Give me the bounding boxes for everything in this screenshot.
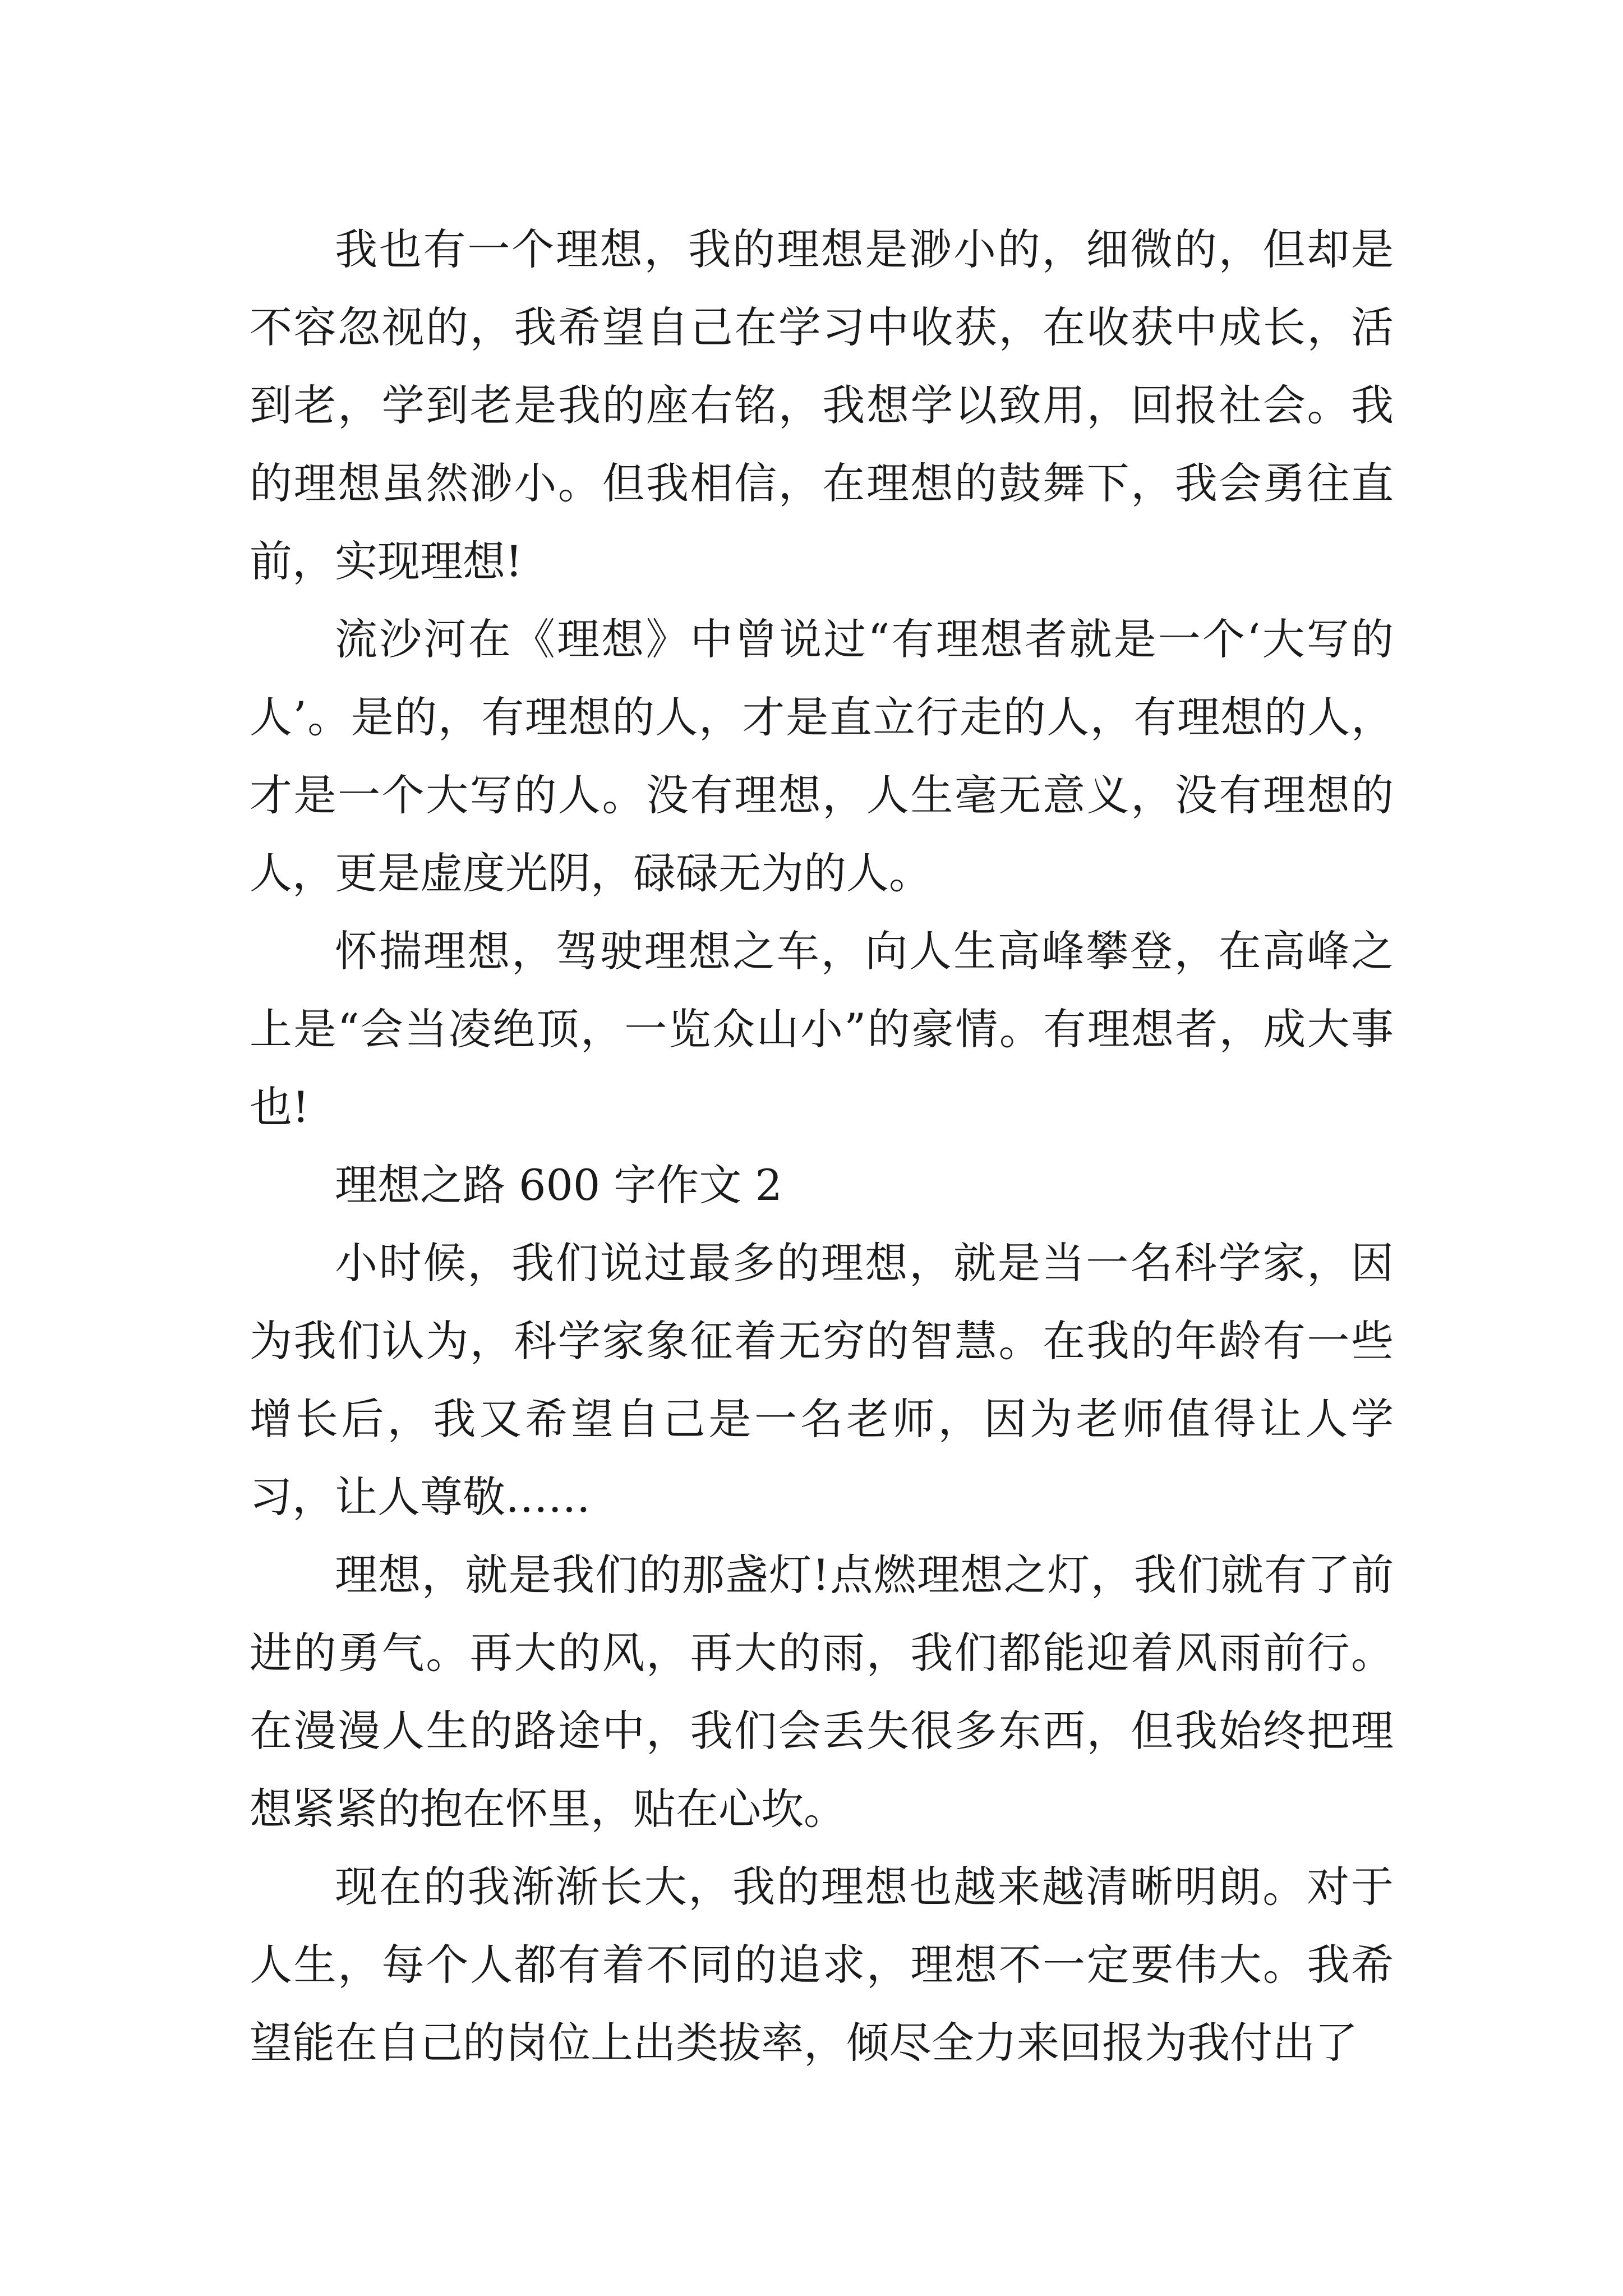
paragraph-3: 怀揣理想，驾驶理想之车，向人生高峰攀登，在高峰之上是“会当凌绝顶，一览众山小”的豪情。有理想者，成大事也! (250, 926, 1394, 1132)
document-body (250, 210, 1394, 2082)
section-heading: 理想之路 600 字作文 2 (335, 1160, 782, 1210)
paragraph-1: 我也有一个理想，我的理想是渺小的，细微的，但却是不容忽视的，我希望自己在学习中收获，在收获中成长，活到老，学到老是我的座右铭，我想学以致用，回报社会。我的理想虽然渺小。但我相信，在理想的鼓舞下，我会勇往直前，实现理想! (250, 224, 1394, 586)
paragraph-6: 现在的我渐渐长大，我的理想也越来越清晰明朗。对于人生，每个人都有着不同的追求，理想不一定要伟大。我希望能在自己的岗位上出类拔率，倾尽全力来回报为我付出了 (250, 1862, 1394, 2068)
paragraph-2: 流沙河在《理想》中曾说过“有理想者就是一个‘大写的人’。是的，有理想的人，才是直立行走的人，有理想的人，才是一个大写的人。没有理想，人生毫无意义，没有理想的人，更是虚度光阴，碌碌无为的人。 (250, 614, 1394, 898)
paragraph-5: 理想，就是我们的那盏灯!点燃理想之灯，我们就有了前进的勇气。再大的风，再大的雨，我们都能迎着风雨前行。在漫漫人生的路途中，我们会丢失很多东西，但我始终把理想紧紧的抱在怀里，贴在心坎。 (250, 1550, 1394, 1834)
paragraph-4: 小时候，我们说过最多的理想，就是当一名科学家，因为我们认为，科学家象征着无穷的智慧。在我的年龄有一些增长后，我又希望自己是一名老师，因为老师值得让人学习，让人尊敬…… (250, 1238, 1394, 1522)
